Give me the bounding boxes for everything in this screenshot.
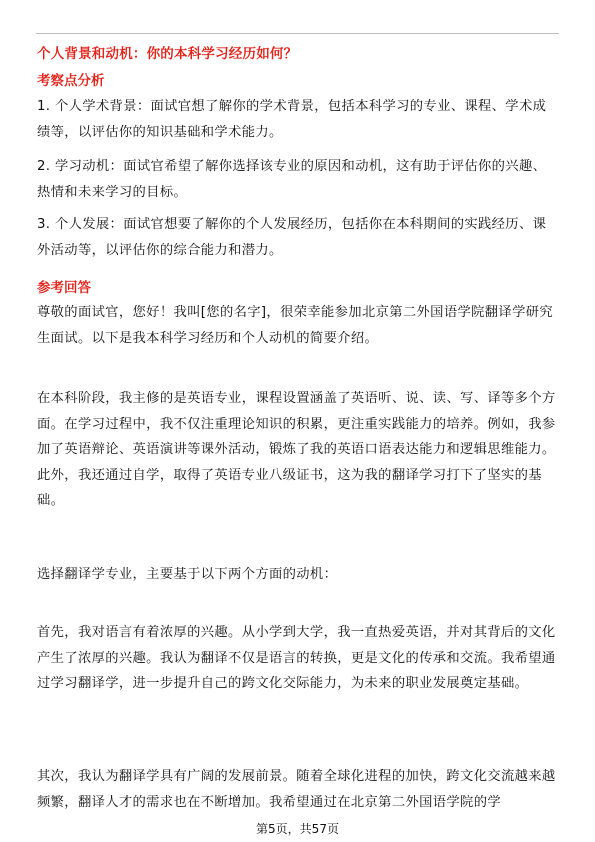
page-number: 第5页，共57页 (256, 822, 339, 836)
analysis-heading: 考察点分析 (37, 73, 105, 89)
answer-paragraph-4: 首先，我对语言有着浓厚的兴趣。从小学到大学，我一直热爱英语，并对其背后的文化产生了浓厚的兴趣。我认为翻译不仅是语言的转换，更是文化的传承和交流。我希望通过学习翻译学，进一步提升自己的跨文化交际能力，为未来的职业发展奠定基础。 (37, 625, 556, 691)
analysis-item-2: 2. 学习动机：面试官希望了解你选择该专业的原因和动机，这有助于评估你的兴趣、热情和未来学习的目标。 (37, 159, 547, 200)
analysis-item-3: 3. 个人发展：面试官想要了解你的个人发展经历，包括你在本科期间的实践经历、课外活动等，以评估你的综合能力和潜力。 (37, 217, 547, 258)
header-divider (36, 33, 559, 34)
analysis-item-1: 1. 个人学术背景：面试官想了解你的学术背景，包括本科学习的专业、课程、学术成绩等，以评估你的知识基础和学术能力。 (37, 99, 547, 140)
answer-paragraph-3: 选择翻译学专业，主要基于以下两个方面的动机： (37, 567, 338, 582)
answer-paragraph-2: 在本科阶段，我主修的是英语专业，课程设置涵盖了英语听、说、读、写、译等多个方面。在学习过程中，我不仅注重理论知识的积累，更注重实践能力的培养。例如，我参加了英语辩论、英语演讲等课外活动，锻炼了我的英语口语表达能力和逻辑思维能力。此外，我还通过自学，取得了英语专业八级证书，这为我的翻译学习打下了坚实的基础。 (37, 391, 556, 508)
answer-paragraph-1: 尊敬的面试官，您好！我叫[您的名字]，很荣幸能参加北京第二外国语学院翻译学研究生面试。以下是我本科学习经历和个人动机的简要介绍。 (37, 305, 554, 346)
answer-heading: 参考回答 (37, 280, 91, 296)
question-title: 个人背景和动机：你的本科学习经历如何？ (37, 46, 298, 62)
answer-paragraph-5: 其次，我认为翻译学具有广阔的发展前景。随着全球化进程的加快，跨文化交流越来越频繁，翻译人才的需求也在不断增加。我希望通过在北京第二外国语学院的学 (37, 769, 556, 810)
